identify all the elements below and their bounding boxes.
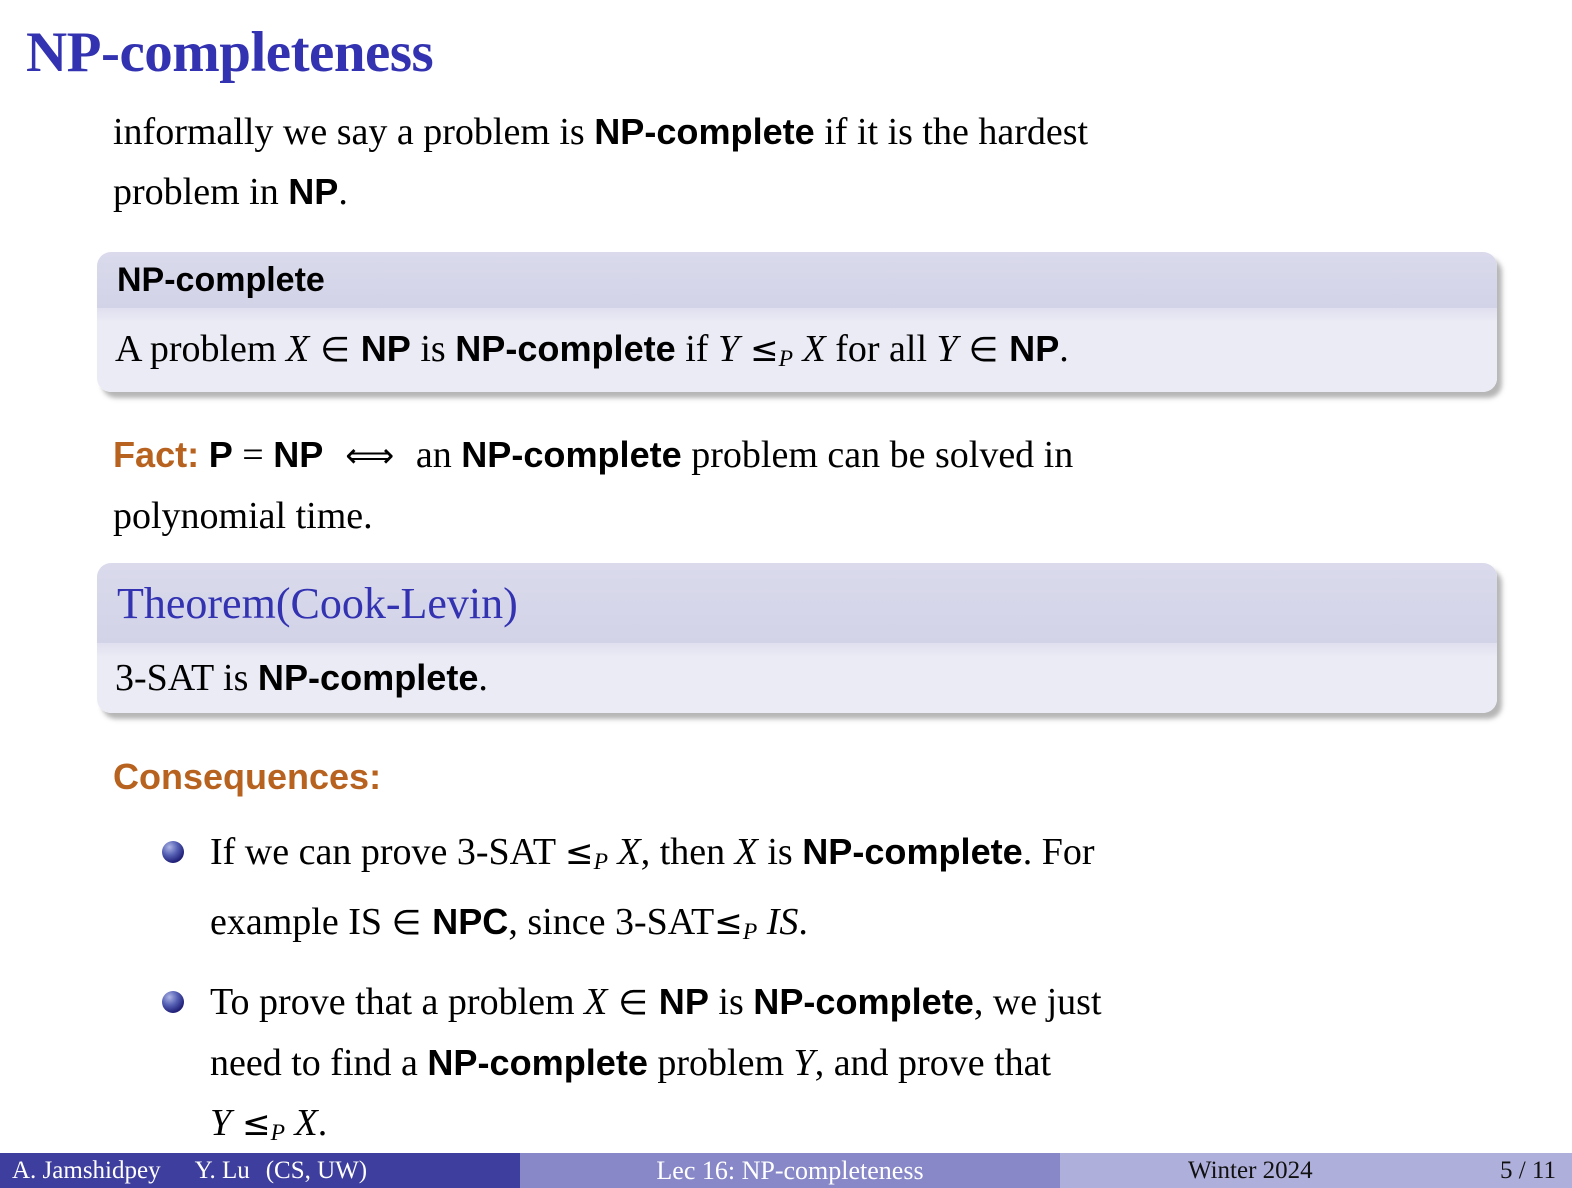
footer-authors [0, 1153, 520, 1188]
bullet-list [162, 822, 1492, 1174]
footer-author: A. Jamshidpey [12, 1156, 161, 1184]
slide-title: NP-completeness [26, 21, 434, 84]
bullet-item [162, 822, 1492, 962]
theorem-block-title: Theorem(Cook-Levin) [117, 578, 518, 628]
footer-right [1060, 1153, 1572, 1188]
bullet-text: To prove that a problem X ∈ NP is NP-complete, we just need to find a NP-complete problem Y, and prove that Y ≤P X. [210, 981, 1102, 1147]
definition-block-title: NP-complete [117, 260, 325, 299]
consequences-heading: Consequences: [113, 756, 382, 797]
definition-block [97, 252, 1497, 392]
theorem-block-header [97, 563, 1497, 643]
footer-affiliation: (CS, UW) [265, 1156, 368, 1184]
definition-block-body: A problem X ∈ NP is NP-complete if Y ≤P X for all Y ∈ NP. [97, 308, 1497, 392]
footer-term: Winter 2024 [1188, 1156, 1313, 1184]
footer-author: Y. Lu [194, 1156, 250, 1184]
footer [0, 1153, 1572, 1188]
intro-paragraph: informally we say a problem is NP-complete if it is the hardest problem in NP. [113, 111, 1089, 213]
theorem-block [97, 563, 1497, 713]
bullet-ball-icon [162, 991, 184, 1013]
bullet-ball-icon [162, 841, 184, 863]
footer-page-number: 5 / 11 [1499, 1156, 1556, 1184]
bullet-text: If we can prove 3-SAT ≤P X, then X is NP-complete. For example IS ∈ NPC, since 3-SAT≤P IS. [210, 831, 1095, 946]
theorem-block-body: 3-SAT is NP-complete. [97, 643, 1497, 713]
footer-lecture-title: Lec 16: NP-completeness [520, 1153, 1060, 1188]
fact-paragraph: Fact: P = NP ⟺ an NP-complete problem can be solved in polynomial time. [113, 434, 1074, 537]
bullet-item [162, 972, 1492, 1163]
definition-block-header [97, 252, 1497, 308]
